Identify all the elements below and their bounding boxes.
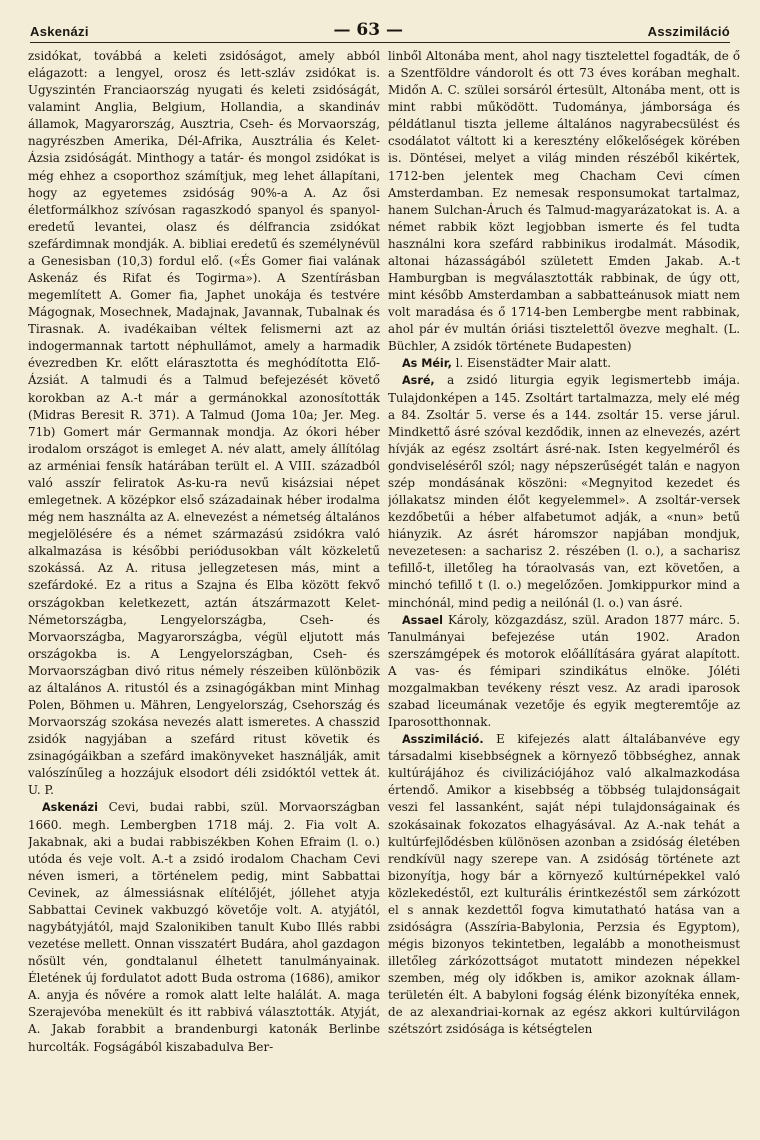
right-column bbox=[388, 48, 740, 1134]
askenazi-entry-continuation bbox=[28, 48, 380, 799]
header-left-term: Askenázi bbox=[30, 24, 89, 39]
asszimilacio-entry bbox=[388, 731, 740, 1038]
entry-text: Cevi, budai rabbi, szül. Morvaországban 1660. megh. Lembergben 1718 máj. 2. Fia volt A. Jakabnak, aki a budai rabbiszékben Kohen Efraim (l. o.) utóda és veje volt. A.-t a zsidó irodalom Chacham Cevi néven ismeri, a történelem pedig, mint Sabbattai Cevinek, az álmessiásnak elítélőjét, jóllehet atyja Sabbattai Cevinek vakbuzgó követője volt. A. atyjától, nagybátyjától, majd Szalonikiben tanult Kubo Illés rabbi vezetése mellett. Onnan visszatért Budára, ahol gazdagon nősült vén, gondtalanul élhetett tanulmányainak. Életének új fordulatot adott Buda ostroma (1686), amikor A. anyja és nővére a romok alatt lelte halálát. A. maga Szerajevóba menekült és itt rabbivá választották. Atyját, A. Jakab forabbit a brandenburgi katonák Berlinbe hurcolták. Fogságából kiszabadulva Ber- bbox=[28, 800, 380, 1054]
entry-text: zsidókat, továbbá a keleti zsidóságot, amely abból elágazott: a lengyel, orosz és lett-szláv zsidókat is. Ugyszintén Franciaország nyugati és keleti zsidóságát, valamint Anglia, Belgium, Hollandia, a skandináv államok, Magyarország, Ausztria, Cseh- és Morvaország, nagyrészben Amerika, Dél-Afrika, Ausztrália és Kelet-Ázsia zsidóságát. Minthogy a tatár- és mongol zsidókat is még ehhez a csoporthoz számítjuk, meg lehet állapítani, hogy az egyetemes zsidóság 90%-a A. Az ősi életformálkhoz szívósan ragaszkodó spanyol és spanyol-eredetű levantei, olasz és délfrancia zsidókat szefárdimnak mondják. A. bibliai eredetű és személynévül a Genesisban (10,3) fordul elő. («És Gomer fiai valának Askenáz és Rifat és Togirma»). A Szentírásban megemlített A. Gomer fia, Japhet unokája és testvére Mágognak, Mosechnek, Madajnak, Javannak, Tubalnak és Tirasnak. A. ivadékaiban véltek felismerni azt az indogermannak tartott néphullámot, amely a harmadik évezredben Kr. előtt elárasztotta és meghódította Elő-Ázsiát. A talmudi és a Talmud befejezését követő korokban az A.-t már a germánokkal azonosították (Midras Beresit R. 371). A Talmud (Joma 10a; Jer. Meg. 71b) Gomert már Germannak mondja. Az ókori héber irodalom országot is emleget A. név alatt, amely állítólag az arméniai fensík határában terült el. A VIII. századból való asszír feliratok As-ku-ra nevű kisázsiai népet emlegetnek. A középkor első századainak héber irodalma még nem használta az A. elnevezést a németség általános megjelölésére és a német származású zsidókra való alkalmazása is későbbi periódusokban vált közkeletű szokássá. Az A. ritusa jellegzetesen más, mint a szefárdoké. Ez a ritus a Szajna és Elba között fekvő országokban keletkezett, aztán átszármazott Kelet-Németországba, Lengyelországba, Cseh- és Morvaországba, Magyarországba, végül eljutott más országokba is. A Lengyelországban, Cseh- és Morvaországban divó ritus némely részeiben különbözik az általános A. ritustól és a zsinagógákban mint Minhag Polen, Böhmen u. Mähren, Lengyelország, Csehország és Morvaország szokása nevezés alatt ismeretes. A chasszid zsidók nagyjában a szefárd ritust követik és zsinagógáikban a szefárd imakönyveket használják, amit valószínűleg a hozzájuk elsodort déli zsidóktól vettek át. bbox=[28, 49, 380, 781]
page-number: — 63 — bbox=[333, 20, 403, 40]
entry-headword: Assael bbox=[402, 613, 443, 627]
left-column bbox=[28, 48, 380, 1134]
asre-entry bbox=[388, 372, 740, 611]
header-right-term: Asszimiláció bbox=[647, 24, 730, 39]
entry-headword: Askenázi bbox=[42, 801, 98, 815]
as-meir-entry bbox=[388, 355, 740, 372]
askenazi-cevi-continuation: linből Altonába ment, ahol nagy tisztelettel fogadták, de ő a Szentföldre vándorolt és ott 73 éves korában meghalt. Midőn A. C. szülei sorsáról értesült, Altonába ment, ott is mint rabbi működött. Tudománya, jámborsága és példátlanul tiszta jelleme általános nagyrabecsülést és csodálatot váltott ki a keresztény előkelőségek körében is. Döntései, melyet a világ minden részéből kikértek, 1712-ben jelentek meg Chacham Cevi címen Amsterdamban. Ez nemesak responsumokat tartalmaz, hanem Sulchan-Áruch és Talmud-magyarázatokat is. A. a német rabbik közt legjobban ismerte és fel tudta használni kora szefárd rabbinikus irodalmát. Második, altonai házasságából született Emden Jakab. A.-t Hamburgban is megválasztották rabbinak, de úgy ott, mint később Amsterdamban a sabbatteánusok miatt nem volt maradása és ő 1714-ben Lembergbe ment rabbinak, ahol pár év multán óriási tisztelettől övezve meghalt. (L. Büchler, A zsidók története Budapesten) bbox=[388, 49, 740, 354]
assael-entry bbox=[388, 612, 740, 732]
entry-text: a zsidó liturgia egyik legismertebb imája. Tulajdonképen a 145. Zsoltárt tartalmazza, mely elé még a 84. Zsoltár 5. verse és a 144. zsoltár 15. verse járul. Mindkettő ásré szóval kezdődik, innen az elnevezés, azért hívják az egész zsoltárt ásré-nak. Isten kegyelméről és gondviseléséről szól; nagy népszerűségét talán e nagyon szép mondásának köszöni: «Megnyitod kezedet és jóllakatsz minden élőt kegyelemmel». A zsoltár-versek kezdőbetűi a héber alfabetumot adják, a «nun» betű hiányzik. Az ásrét háromszor napjában mondjuk, nevezetesen: a sacharisz 2. részében (l. o.), a sacharisz tefillő-t, illetőleg ha tóraolvasás van, ezt követően, a minchó tefillő t (l. o.) megelőzően. Jomkippurkor mind a minchónál, mind pedig a neilónál (l. o.) van ásré. bbox=[388, 373, 740, 610]
entry-headword: As Méir, bbox=[402, 357, 452, 371]
entry-text: l. Eisenstädter Mair alatt. bbox=[455, 356, 612, 371]
entry-text: Károly, közgazdász, szül. Aradon 1877 márc. 5. Tanulmányai befejezése után 1902. Aradon szerszámgépek és motorok előállítására gyárat alapított. A vas- és fémipari szindikátus elnöke. Jóléti mozgalmakban tevékeny részt vesz. Az aradi iparosok szabad liceumának vezetője és egyik megteremtője az Iparosotthonnak. bbox=[388, 612, 740, 730]
entry-headword: Asré, bbox=[402, 374, 435, 388]
entry-headword: Asszimiláció. bbox=[402, 733, 484, 747]
running-header bbox=[30, 16, 730, 43]
author-signature: U. P. bbox=[28, 783, 54, 798]
askenazi-cevi-entry bbox=[28, 799, 380, 1055]
entry-text: E kifejezés alatt általábanvéve egy társadalmi kisebbségnek a környező többséghez, annak kultúrájához és civilizációjához való alkalmazkodása értendő. Amikor a kisebbség a többség tulajdonságait veszi fel lassanként, saját népi tulajdonságainak és szokásainak fokozatos elhagyásával. Az A.-nak tehát a kultúrfejlődésben különösen azonban a zsidóság életében rendkívül nagy szerepe van. A zsidóság története azt bizonyítja, hogy bár a környező kultúrnépekkel való közlekedéstől, ezt kulturális érintkezéstől sem zárkózott el s annak kezdettől fogva kimutatható hatása van a zsidóságra (Asszíria-Babylonia, Perzsia és Egyptom), mégis bizonyos tekintetben, legalább a monotheismust illetőleg zárkózottságot mutatott mindezen népekkel szemben, még oly időkben is, amikor azoknak állam-területén élt. A babyloni fogság élénk bizonyítéka ennek, de az alexandriai-kornak az egész akkori kultúrvilágon szétszórt zsidósága is kétségtelen bbox=[388, 732, 740, 1037]
